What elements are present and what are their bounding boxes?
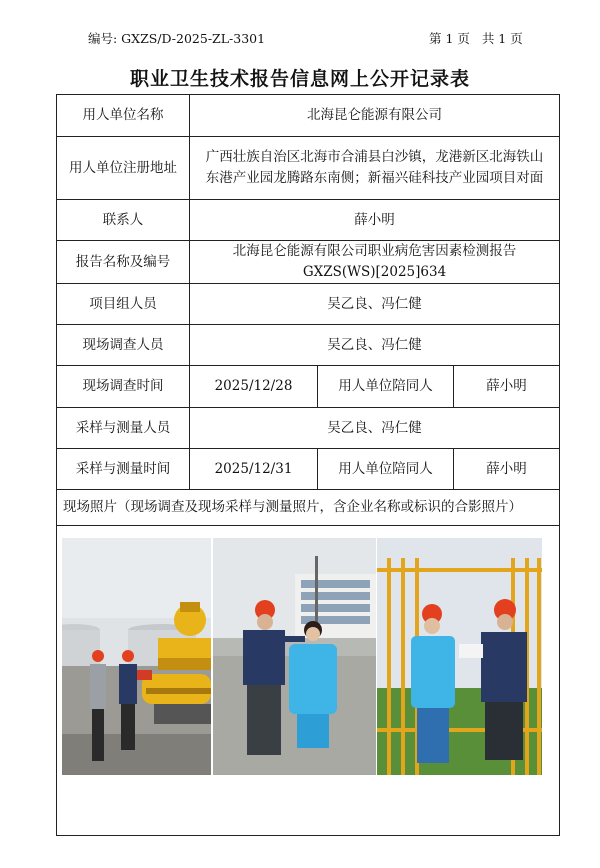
employer-name-label: 用人单位名称 <box>57 95 190 137</box>
sampling-time-label: 采样与测量时间 <box>57 449 190 490</box>
survey-staff-label: 现场调查人员 <box>57 325 190 366</box>
sampling-staff-label: 采样与测量人员 <box>57 408 190 449</box>
report-label: 报告名称及编号 <box>57 241 190 284</box>
row-project-team <box>57 284 560 325</box>
report-cell <box>190 241 560 284</box>
row-sampling-time <box>57 449 560 490</box>
worker-right <box>119 650 137 750</box>
sampling-time-value: 2025/12/31 <box>190 449 318 490</box>
address-label: 用人单位注册地址 <box>57 137 190 200</box>
site-photo-tanks <box>62 538 211 868</box>
site-photo-building-image <box>213 538 376 775</box>
row-survey-staff <box>57 325 560 366</box>
site-photo-gate-image <box>377 538 542 775</box>
row-photos-title <box>57 490 560 526</box>
project-team-value: 吴乙良、冯仁健 <box>190 284 560 325</box>
contact-label: 联系人 <box>57 200 190 241</box>
document-number: 编号: GXZS/D-2025-ZL-3301 <box>88 31 266 46</box>
employer-name-value: 北海昆仑能源有限公司 <box>190 95 560 137</box>
row-employer-name <box>57 95 560 137</box>
survey-escort-label: 用人单位陪同人 <box>318 366 454 408</box>
site-photo-building <box>213 538 376 775</box>
sampling-escort-label: 用人单位陪同人 <box>318 449 454 490</box>
survey-time-value: 2025/12/28 <box>190 366 318 408</box>
report-code: GXZS(WS)[2025]634 <box>302 264 447 280</box>
address-value: 广西壮族自治区北海市合浦县白沙镇，龙港新区北海铁山东港产业园龙腾路东南侧；新福兴硅科技产业园项目对面 <box>190 137 560 200</box>
survey-escort-value: 薛小明 <box>454 366 560 408</box>
contact-value: 薛小明 <box>190 200 560 241</box>
row-sampling-staff <box>57 408 560 449</box>
row-address <box>57 137 560 200</box>
sampling-staff-value: 吴乙良、冯仁健 <box>190 408 560 449</box>
sampling-escort-value: 薛小明 <box>454 449 560 490</box>
site-photo-tanks-image <box>62 538 211 775</box>
survey-staff-value: 吴乙良、冯仁健 <box>190 325 560 366</box>
row-contact <box>57 200 560 241</box>
page-info: 第 1 页 共 1 页 <box>429 31 523 46</box>
report-name: 北海昆仑能源有限公司职业病危害因素检测报告 <box>232 243 517 259</box>
project-team-label: 项目组人员 <box>57 284 190 325</box>
site-photo-gate <box>377 538 542 775</box>
photos-label: 现场照片（现场调查及现场采样与测量照片，含企业名称或标识的合影照片） <box>57 490 560 526</box>
page-title: 职业卫生技术报告信息网上公开记录表 <box>129 68 470 90</box>
worker-left <box>90 650 106 761</box>
row-report <box>57 241 560 284</box>
survey-time-label: 现场调查时间 <box>57 366 190 408</box>
row-survey-time <box>57 366 560 408</box>
